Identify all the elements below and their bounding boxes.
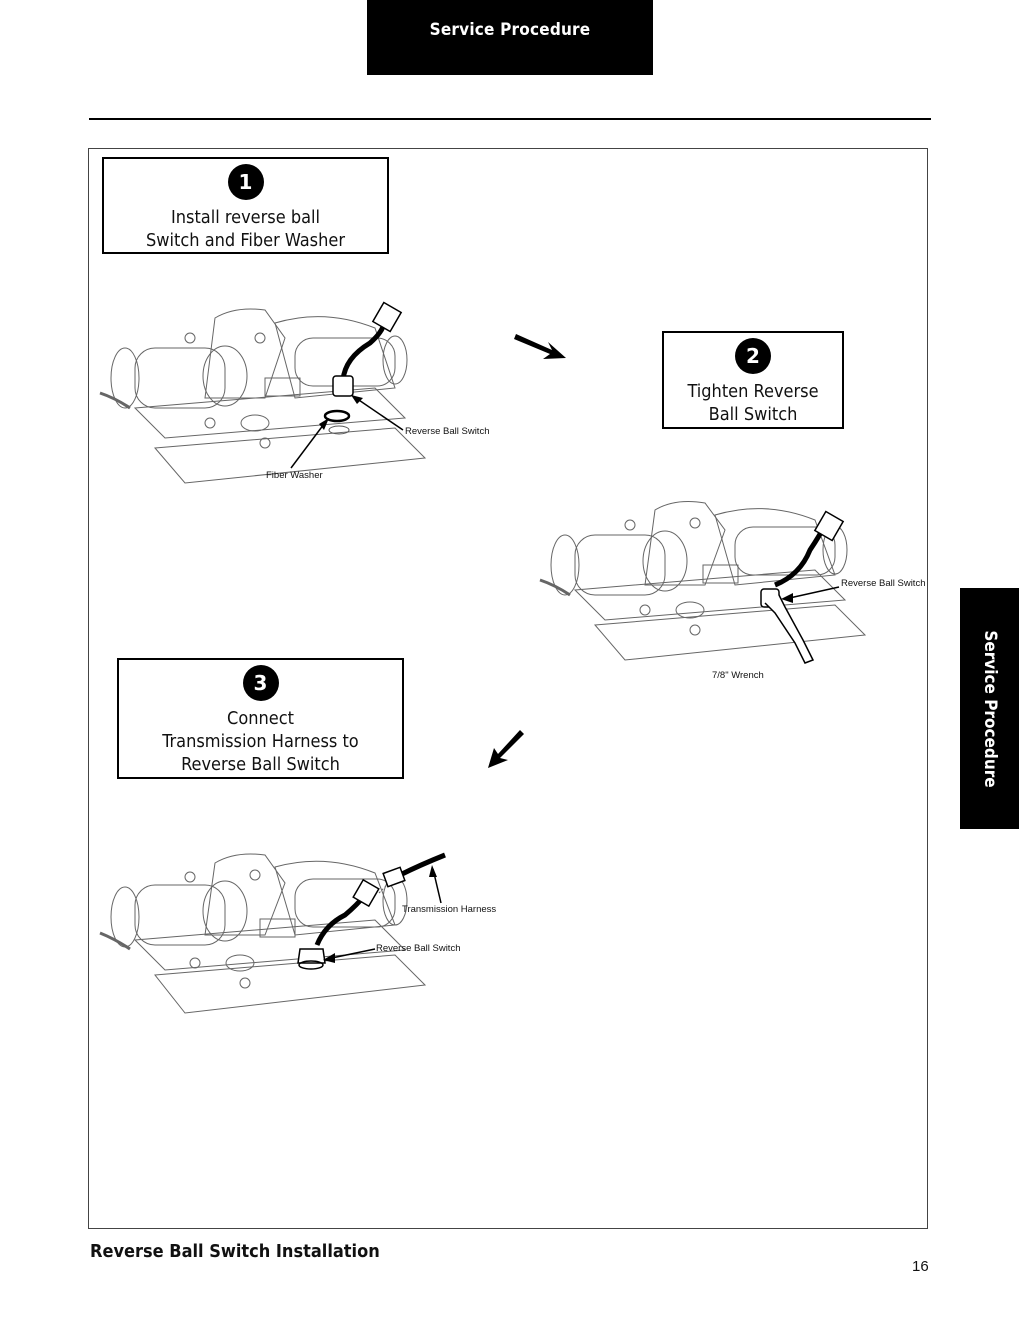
transmission-illustration-step-3 (95, 845, 490, 1020)
side-section-tab (960, 588, 1019, 829)
label-reverse-ball-switch-1: Reverse Ball Switch (405, 426, 490, 437)
step-1-text: Install reverse ball Switch and Fiber Washer (146, 207, 345, 251)
side-tab-title: Service Procedure (979, 629, 1000, 788)
label-wrench: 7/8" Wrench (712, 670, 764, 681)
step-3-box (117, 658, 404, 779)
label-fiber-washer: Fiber Washer (266, 470, 323, 481)
flow-arrow-left-icon (484, 730, 528, 772)
step-1-box (102, 157, 389, 254)
step-3-text: Connect Transmission Harness to Reverse Ball Switch (162, 708, 359, 775)
page-number: 16 (912, 1258, 929, 1275)
label-transmission-harness: Transmission Harness (402, 904, 497, 915)
figure-caption: Reverse Ball Switch Installation (90, 1241, 380, 1262)
step-2-number: 2 (735, 338, 771, 374)
step-2-text: Tighten Reverse Ball Switch (687, 381, 819, 425)
label-reverse-ball-switch-2: Reverse Ball Switch (841, 578, 926, 589)
step-3-number: 3 (243, 665, 279, 701)
transmission-illustration-step-1 (95, 298, 495, 488)
flow-arrow-right-icon (510, 328, 570, 364)
header-section-tab (367, 0, 653, 75)
step-1-number: 1 (228, 164, 264, 200)
header-rule (89, 118, 931, 120)
header-title: Service Procedure (429, 20, 591, 40)
step-2-box (662, 331, 844, 429)
label-reverse-ball-switch-3: Reverse Ball Switch (376, 943, 461, 954)
